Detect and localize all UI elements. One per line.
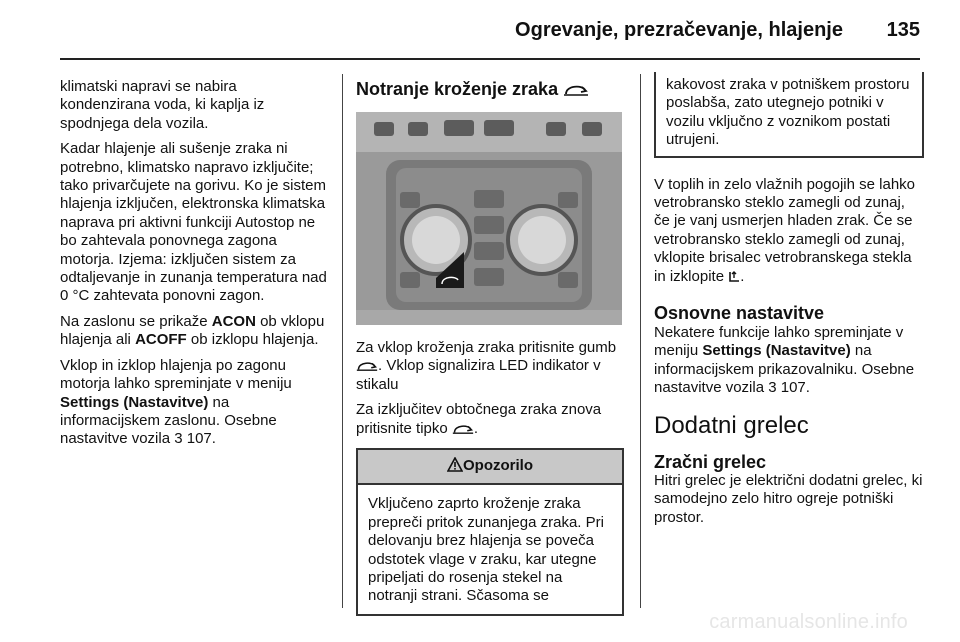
paragraph: Za izključitev obtočnega zraka znova pritisnite tipko .: [356, 401, 602, 437]
column-2: [356, 78, 624, 616]
column-3: [654, 78, 924, 534]
header-divider: [60, 58, 920, 60]
air-recirculation-icon: [563, 83, 589, 97]
section-heading-basic-settings: Osnovne nastavitve: [654, 303, 825, 324]
running-header-title: Ogrevanje, prezračevanje, hlajenje: [515, 19, 843, 41]
air-conditioning-icon: [728, 271, 740, 283]
section-heading-auxiliary-heater: Dodatni grelec: [654, 411, 809, 439]
subsection-heading-air-heater: Zračni grelec: [654, 451, 767, 472]
paragraph: Na zaslonu se prikaže ACON ob vklopu hlajenja ali ACOFF ob izklopu hlajenja.: [60, 312, 325, 349]
warning-box-continued: kakovost zraka v potniškem prostoru poslabša, zato utegnejo potniki v vozilu vključno z voznikom postati utrujeni.: [654, 72, 924, 158]
page-number: 135: [886, 19, 920, 41]
warning-header: [358, 450, 622, 485]
page-reference: 3 107.: [174, 430, 216, 448]
climate-control-panel-photo: [356, 112, 622, 325]
column-divider: [640, 74, 641, 608]
acoff-label: ACOFF: [135, 331, 187, 349]
air-recirculation-icon: [356, 360, 378, 372]
paragraph: Za vklop kroženja zraka pritisnite gumb . Vklop signalizira LED indikator v stikalu: [356, 339, 617, 393]
acon-label: ACON: [211, 312, 256, 330]
warning-title: Opozorilo: [463, 457, 533, 475]
watermark: carmanualsonline.info: [709, 611, 908, 633]
paragraph: Kadar hlajenje ali sušenje zraka ni potrebno, klimatsko napravo izključite; tako privarčujete na gorivu. Ko je sistem hlajenja izključen, elektronska klimatska naprava pri aktivni funkciji Autostop ne bo zahtevala ponovnega zagona motorja. Izjema: izključen sistem za odtaljevanje in zunanja temperatura nad 0 °C zahtevata ponovni zagon.: [60, 140, 327, 305]
paragraph: Vklop in izklop hlajenja po zagonu motorja lahko spreminjate v meniju Settings (Nastavitve) na informacijskem zaslonu. Osebne nastavitve vozila 3 107.: [60, 356, 292, 448]
paragraph: V toplih in zelo vlažnih pogojih se lahko vetrobransko steklo zamegli od zunaj, če je vanj usmerjen hladen zrak. Če se vetrobransko steklo zamegli od zunaj, vklopite brisalec vetrobranskega stekla in izklopite .: [654, 175, 915, 285]
settings-menu-label: Settings (Nastavitve): [702, 342, 851, 360]
warning-body: Vključeno zaprto kroženje zraka prepreči pritok zunanjega zraka. Pri delovanju brez hlajenja se poveča odstotek vlage v zraku, kar utegne pripeljati do rosenja stekel na notranji strani. Sčasoma se: [368, 495, 604, 605]
air-recirculation-icon: [452, 423, 474, 435]
settings-menu-label: Settings (Nastavitve): [60, 393, 209, 411]
column-1: [60, 78, 330, 456]
warning-triangle-icon: [447, 457, 463, 472]
paragraph: klimatski napravi se nabira kondenzirana voda, ki kaplja iz spodnjega dela vozila.: [60, 78, 265, 132]
section-heading-recirculation: Notranje kroženje zraka: [356, 78, 624, 100]
page-reference: 3 107.: [768, 379, 810, 397]
paragraph: Hitri grelec je električni dodatni grelec, ki samodejno zelo hitro ogreje potniški prostor.: [654, 471, 923, 526]
warning-box: [356, 448, 624, 616]
column-divider: [342, 74, 343, 608]
paragraph: Nekatere funkcije lahko spreminjate v meniju Settings (Nastavitve) na informacijskem prikazovalniku. Osebne nastavitve vozila 3 107.: [654, 324, 915, 397]
